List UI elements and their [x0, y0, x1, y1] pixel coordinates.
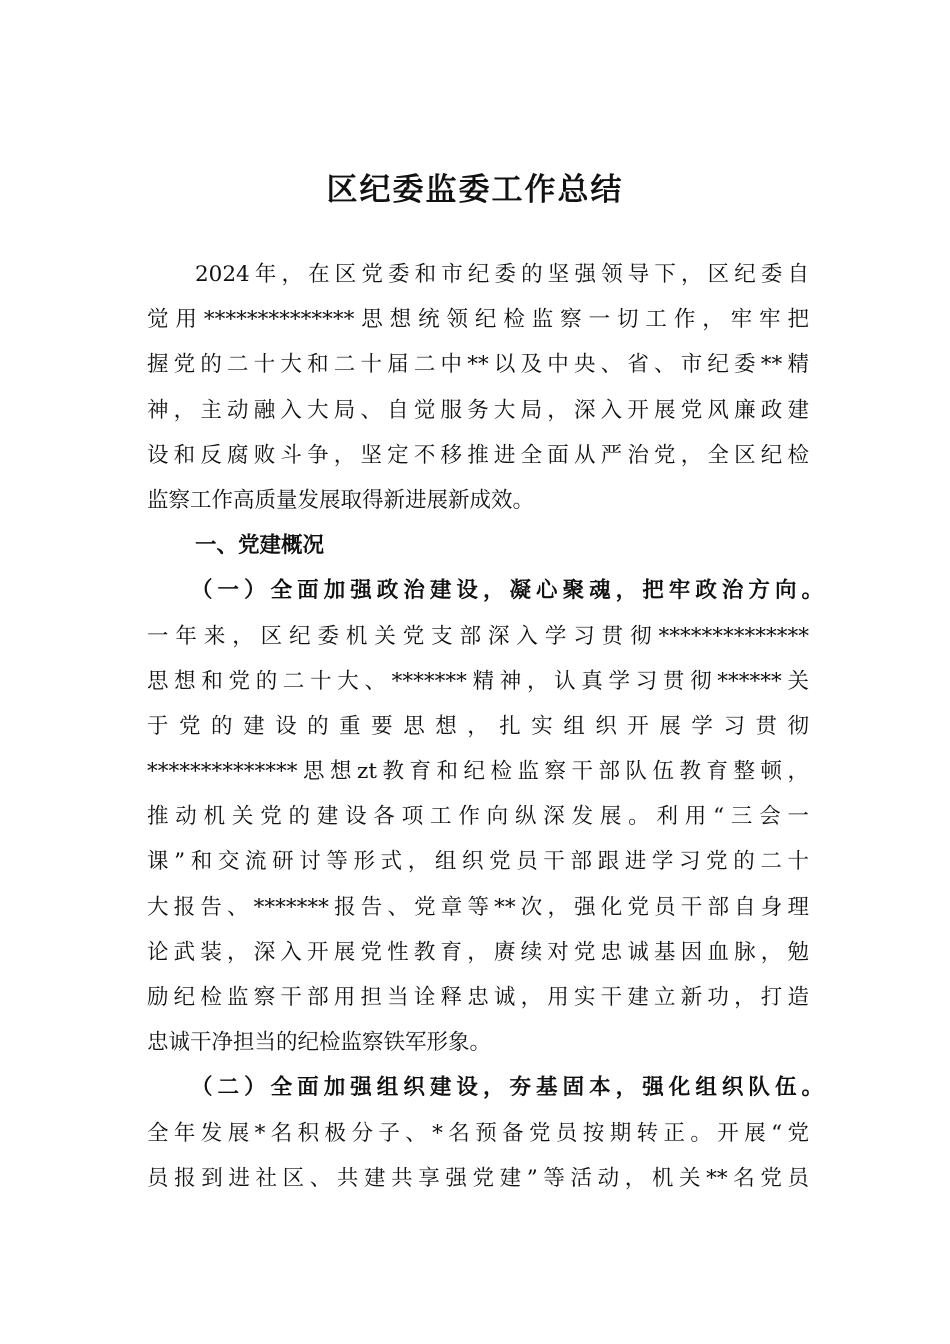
- paragraph-line: 推动机关党的建设各项工作向纵深发展。利用“三会一: [147, 804, 809, 830]
- paragraph-line: 员报到进社区、共建共享强党建”等活动，机关**名党员: [147, 1165, 809, 1191]
- paragraph-line: 一年来，区纪委机关党支部深入学习贯彻**************: [147, 623, 809, 649]
- paragraph-line: 于党的建设的重要思想，扎实组织开展学习贯彻: [147, 713, 809, 739]
- paragraph-line: 忠诚干净担当的纪检监察铁军形象。: [147, 1030, 492, 1056]
- document-title: 区纪委监委工作总结: [326, 172, 624, 208]
- paragraph-line: 思想和党的二十大、*******精神，认真学习贯彻******关: [147, 668, 809, 694]
- paragraph-line: 课”和交流研讨等形式，组织党员干部跟进学习党的二十: [147, 849, 809, 875]
- paragraph-line: 全年发展*名积极分子、*名预备党员按期转正。开展“党: [147, 1120, 809, 1146]
- paragraph-line: 大报告、*******报告、党章等**次，强化党员干部自身理: [147, 894, 809, 920]
- paragraph-line: **************思想zt教育和纪检监察干部队伍教育整顿，: [147, 759, 809, 785]
- document-body: [147, 252, 823, 1201]
- intro-line: 觉用**************思想统领纪检监察一切工作，牢牢把: [147, 307, 809, 333]
- intro-line: 监察工作高质量发展取得新进展新成效。: [147, 487, 535, 513]
- paragraph-line: 励纪检监察干部用担当诠释忠诚，用实干建立新功，打造: [147, 985, 809, 1010]
- paragraph-line: 论武装，深入开展党性教育，赓续对党忠诚基因血脉，勉: [147, 939, 809, 965]
- subsection-heading: （一）全面加强政治建设，凝心聚魂，把牢政治方向。: [191, 578, 823, 604]
- intro-line: 设和反腐败斗争，坚定不移推进全面从严治党，全区纪检: [147, 442, 809, 468]
- subsection-heading: （二）全面加强组织建设，夯基固本，强化组织队伍。: [191, 1075, 823, 1101]
- section-heading: 一、党建概况: [195, 533, 325, 559]
- intro-line: 2024年，在区党委和市纪委的坚强领导下，区纪委自: [195, 262, 809, 287]
- intro-line: 握党的二十大和二十届二中**以及中央、省、市纪委**精: [147, 352, 809, 378]
- intro-line: 神，主动融入大局、自觉服务大局，深入开展党风廉政建: [147, 397, 809, 423]
